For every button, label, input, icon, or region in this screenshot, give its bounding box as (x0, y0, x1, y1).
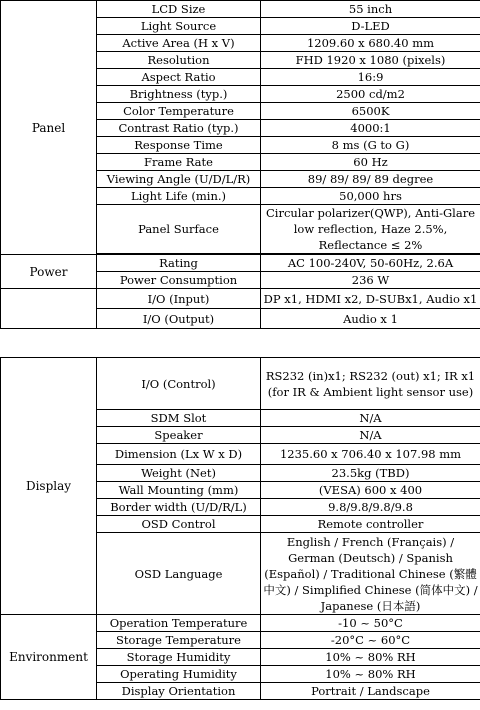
spec-label: Weight (Net) (97, 465, 261, 482)
spec-value: 50,000 hrs (261, 188, 480, 205)
spec-value: 4000:1 (261, 120, 480, 137)
power-category-label: Power (1, 255, 97, 289)
spec-value: Circular polarizer(QWP), Anti-Glare low reflection, Haze 2.5%, Reflectance ≤ 2% (261, 205, 480, 254)
spec-label: Operating Humidity (97, 666, 261, 683)
spec-label: SDM Slot (97, 410, 261, 427)
spec-value: 55 inch (261, 1, 480, 18)
spec-label: LCD Size (97, 1, 261, 18)
spec-label: I/O (Control) (97, 358, 261, 410)
spec-label: Speaker (97, 427, 261, 444)
table-row (1, 358, 480, 410)
spec-value: 236 W (261, 272, 480, 289)
spec-value: Remote controller (261, 516, 480, 533)
spec-label: Response Time (97, 137, 261, 154)
spec-value: 89/ 89/ 89/ 89 degree (261, 171, 480, 188)
spec-label: Color Temperature (97, 103, 261, 120)
spec-value: Audio x 1 (261, 309, 480, 329)
spec-value: 1235.60 x 706.40 x 107.98 mm (261, 444, 480, 465)
spec-label: Active Area (H x V) (97, 35, 261, 52)
spec-table-bottom (0, 357, 480, 700)
spec-value: AC 100-240V, 50-60Hz, 2.6A (261, 255, 480, 272)
spec-value: N/A (261, 427, 480, 444)
table-row (1, 1, 480, 18)
spec-label: OSD Language (97, 533, 261, 615)
spec-label: Border width (U/D/R/L) (97, 499, 261, 516)
spec-label: Panel Surface (97, 205, 261, 254)
spec-label: Light Source (97, 18, 261, 35)
spec-value: 1209.60 x 680.40 mm (261, 35, 480, 52)
page-break-gap (0, 333, 480, 357)
spec-value: English / French (Français) / German (Deutsch) / Spanish (Español) / Traditional Chinese (繁體中文) / Simplified Chinese (简体中文) / Japanese (日本語) (261, 533, 480, 615)
spec-label: Display Orientation (97, 683, 261, 700)
spec-label: Frame Rate (97, 154, 261, 171)
spec-value: 6500K (261, 103, 480, 120)
spec-value: 9.8/9.8/9.8/9.8 (261, 499, 480, 516)
spec-label: Operation Temperature (97, 615, 261, 632)
spec-value: 8 ms (G to G) (261, 137, 480, 154)
panel-category-label: Panel (1, 1, 97, 255)
spec-label: Viewing Angle (U/D/L/R) (97, 171, 261, 188)
table-row (1, 255, 480, 272)
spec-value: D-LED (261, 18, 480, 35)
spec-table-top (0, 0, 480, 329)
spec-label: Storage Temperature (97, 632, 261, 649)
spec-value: 10% ~ 80% RH (261, 666, 480, 683)
spec-value: FHD 1920 x 1080 (pixels) (261, 52, 480, 69)
environment-category-label: Environment (1, 615, 97, 700)
spec-value: 16:9 (261, 69, 480, 86)
spec-label: I/O (Input) (97, 289, 261, 309)
spec-label: Dimension (Lx W x D) (97, 444, 261, 465)
spec-label: Power Consumption (97, 272, 261, 289)
spec-label: Light Life (min.) (97, 188, 261, 205)
spec-value: -20°C ~ 60°C (261, 632, 480, 649)
spec-label: Storage Humidity (97, 649, 261, 666)
spec-label: Aspect Ratio (97, 69, 261, 86)
table-row (1, 615, 480, 632)
spec-value: DP x1, HDMI x2, D-SUBx1, Audio x1 (261, 289, 480, 309)
spec-value: 60 Hz (261, 154, 480, 171)
spec-label: Brightness (typ.) (97, 86, 261, 103)
spec-value: 10% ~ 80% RH (261, 649, 480, 666)
spec-label: Wall Mounting (mm) (97, 482, 261, 499)
spec-value: 23.5kg (TBD) (261, 465, 480, 482)
spec-label: Resolution (97, 52, 261, 69)
spec-value: -10 ~ 50°C (261, 615, 480, 632)
spec-label: Rating (97, 255, 261, 272)
display-category-cell-top (1, 289, 97, 329)
spec-value: N/A (261, 410, 480, 427)
spec-value: Portrait / Landscape (261, 683, 480, 700)
table-row (1, 289, 480, 309)
spec-value: 2500 cd/m2 (261, 86, 480, 103)
spec-value: (VESA) 600 x 400 (261, 482, 480, 499)
spec-label: I/O (Output) (97, 309, 261, 329)
display-category-label: Display (1, 358, 97, 615)
spec-label: OSD Control (97, 516, 261, 533)
spec-label: Contrast Ratio (typ.) (97, 120, 261, 137)
spec-value: RS232 (in)x1; RS232 (out) x1; IR x1 (for IR & Ambient light sensor use) (261, 358, 480, 410)
